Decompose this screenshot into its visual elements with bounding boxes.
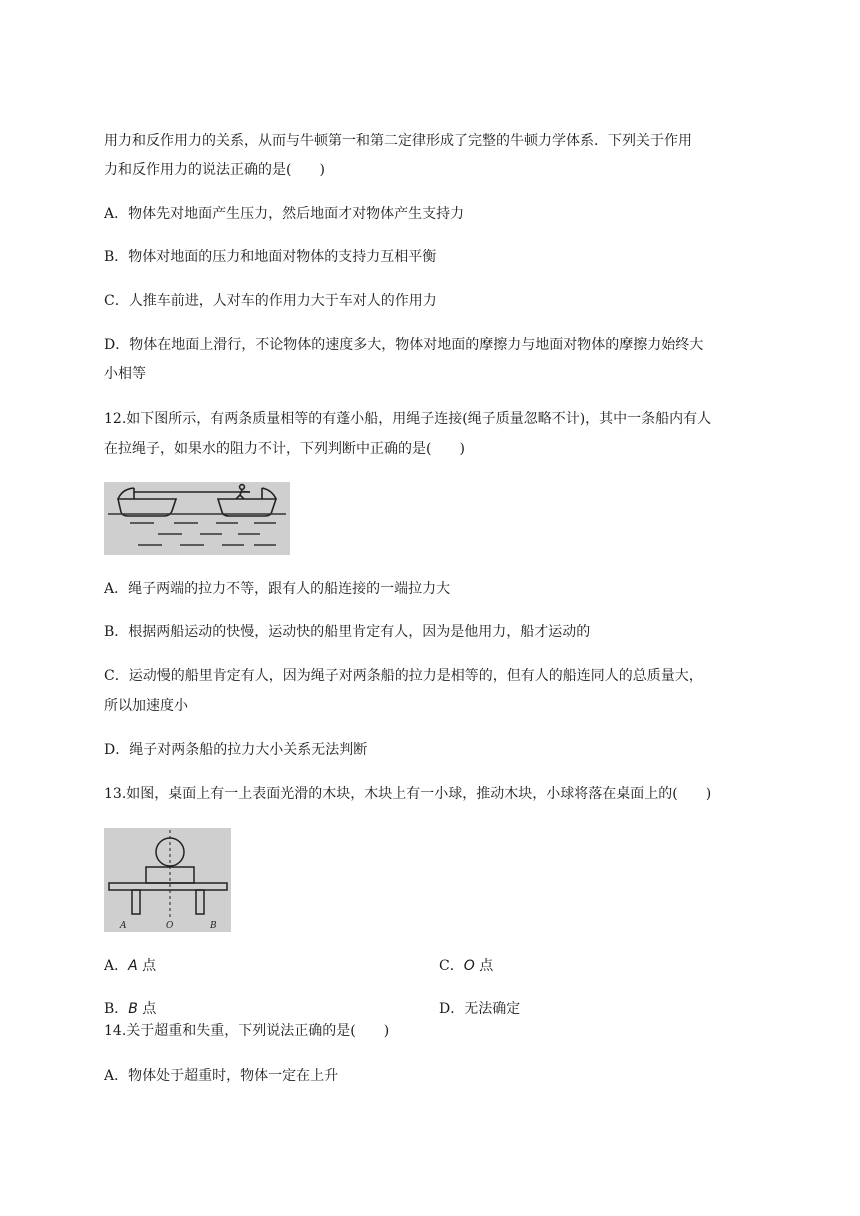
q11-option-b: B．物体对地面的压力和地面对物体的支持力互相平衡 <box>104 249 437 265</box>
table-top <box>109 883 227 890</box>
option-suffix: 点 <box>137 1001 157 1017</box>
figure-label-a: A <box>120 921 127 931</box>
person-head <box>240 485 245 490</box>
option-prefix: A． <box>104 958 129 974</box>
option-letter: B <box>128 1001 138 1017</box>
q12-option-c-line-1: C．运动慢的船里肯定有人，因为绳子对两条船的拉力是相等的，但有人的船连同人的总质量大， <box>104 668 703 684</box>
q14-option-a: A．物体处于超重时，物体一定在上升 <box>104 1068 339 1084</box>
q11-option-d-line-1: D．物体在地面上滑行，不论物体的速度多大，物体对地面的摩擦力与地面对物体的摩擦力始终大 <box>104 337 704 353</box>
q12-option-d: D．绳子对两条船的拉力大小关系无法判断 <box>104 742 368 758</box>
intro-line-2: 力和反作用力的说法正确的是( ) <box>104 162 325 178</box>
q12-option-a: A．绳子两端的拉力不等，跟有人的船连接的一端拉力大 <box>104 581 451 597</box>
table-leg-left <box>132 890 140 914</box>
right-boat-canopy <box>262 488 276 499</box>
intro-line-1: 用力和反作用力的关系，从而与牛顿第一和第二定律形成了完整的牛顿力学体系．下列关于作用 <box>104 133 692 149</box>
option-letter: O <box>463 958 475 974</box>
q11-option-d-line-2: 小相等 <box>104 366 146 382</box>
q13-option-c <box>439 956 493 976</box>
figure-label-b: B <box>210 921 217 931</box>
q14-stem: 14.关于超重和失重，下列说法正确的是( ) <box>104 1023 390 1039</box>
option-letter: A <box>128 958 138 974</box>
option-suffix: 点 <box>137 958 157 974</box>
q12-boats-figure <box>104 482 290 555</box>
table-leg-right <box>196 890 204 914</box>
figure-label-o: O <box>166 921 174 931</box>
q12-stem-line-2: 在拉绳子，如果水的阻力不计，下列判断中正确的是( ) <box>104 441 465 457</box>
option-prefix: C． <box>439 958 464 974</box>
q12-option-c-line-2: 所以加速度小 <box>104 698 188 714</box>
q13-option-a <box>104 956 156 976</box>
q13-stem: 13.如图，桌面上有一上表面光滑的木块，木块上有一小球，推动木块，小球将落在桌面上的( ) <box>104 786 712 802</box>
q12-option-b: B．根据两船运动的快慢，运动快的船里肯定有人，因为是他用力，船才运动的 <box>104 624 591 640</box>
q11-option-c: C．人推车前进，人对车的作用力大于车对人的作用力 <box>104 293 437 309</box>
q11-option-a: A．物体先对地面产生压力，然后地面才对物体产生支持力 <box>104 206 465 222</box>
option-prefix: B． <box>104 1001 129 1017</box>
q13-option-d: D．无法确定 <box>439 1001 521 1017</box>
q12-stem-line-1: 12.如下图所示，有两条质量相等的有蓬小船，用绳子连接(绳子质量忽略不计)，其中一条船内有人 <box>104 411 712 427</box>
person-arm <box>241 492 250 493</box>
left-boat-canopy <box>118 488 134 499</box>
q13-option-b <box>104 999 156 1019</box>
option-suffix: 点 <box>474 958 494 974</box>
q13-table-figure <box>104 828 231 932</box>
